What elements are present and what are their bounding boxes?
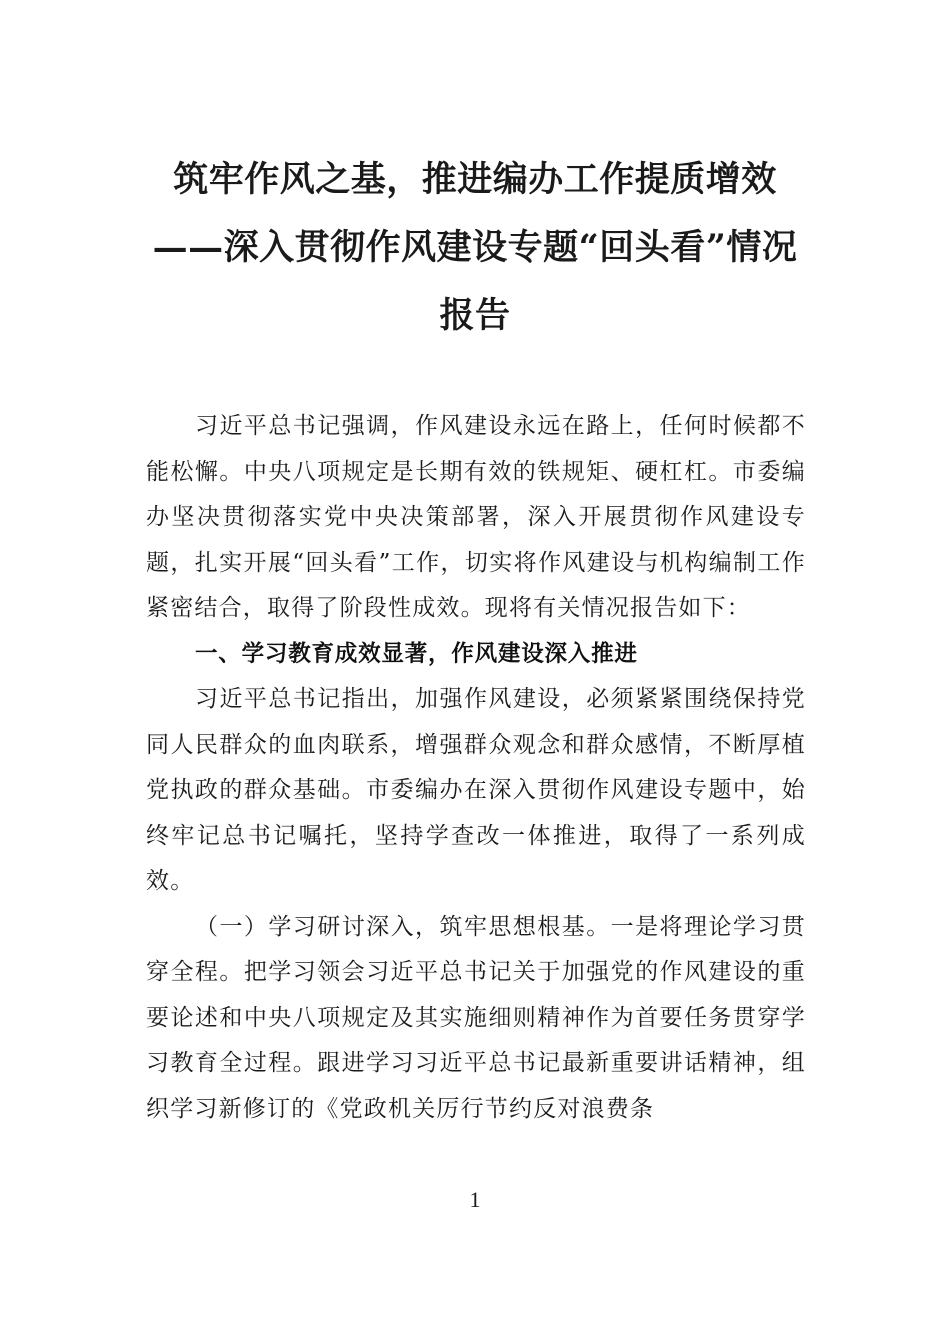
intro-paragraph: 习近平总书记强调，作风建设永远在路上，任何时候都不能松懈。中央八项规定是长期有效的铁规矩、硬杠杠。市委编办坚决贯彻落实党中央决策部署，深入开展贯彻作风建设专题，扎实开展“回头看”工作，切实将作风建设与机构编制工作紧密结合，取得了阶段性成效。现将有关情况报告如下： [146,413,806,621]
document-body [146,404,806,1132]
subsection-1-paragraph [146,905,806,1133]
section-1-heading: 一、学习教育成效显著，作风建设深入推进 [195,640,638,667]
section-1-paragraph: 习近平总书记指出，加强作风建设，必须紧紧围绕保持党同人民群众的血肉联系，增强群众观念和群众感情，不断厚植党执政的群众基础。市委编办在深入贯彻作风建设专题中，始终牢记总书记嘱托，坚持学查改一体推进，取得了一系列成效。 [146,686,806,894]
page-number: 1 [469,1187,481,1212]
subsection-1-heading: （一）学习研讨深入，筑牢思想根基。 [195,913,611,940]
subsection-1-body: 一是将理论学习贯穿全程。把学习领会习近平总书记关于加强党的作风建设的重要论述和中央八项规定及其实施细则精神作为首要任务贯穿学习教育全过程。跟进学习习近平总书记最新重要讲话精神，组织学习新修订的《党政机关厉行节约反对浪费条 [146,913,806,1122]
document-title: 筑牢作风之基，推进编办工作提质增效——深入贯彻作风建设专题“回头看”情况报告 [152,159,798,336]
